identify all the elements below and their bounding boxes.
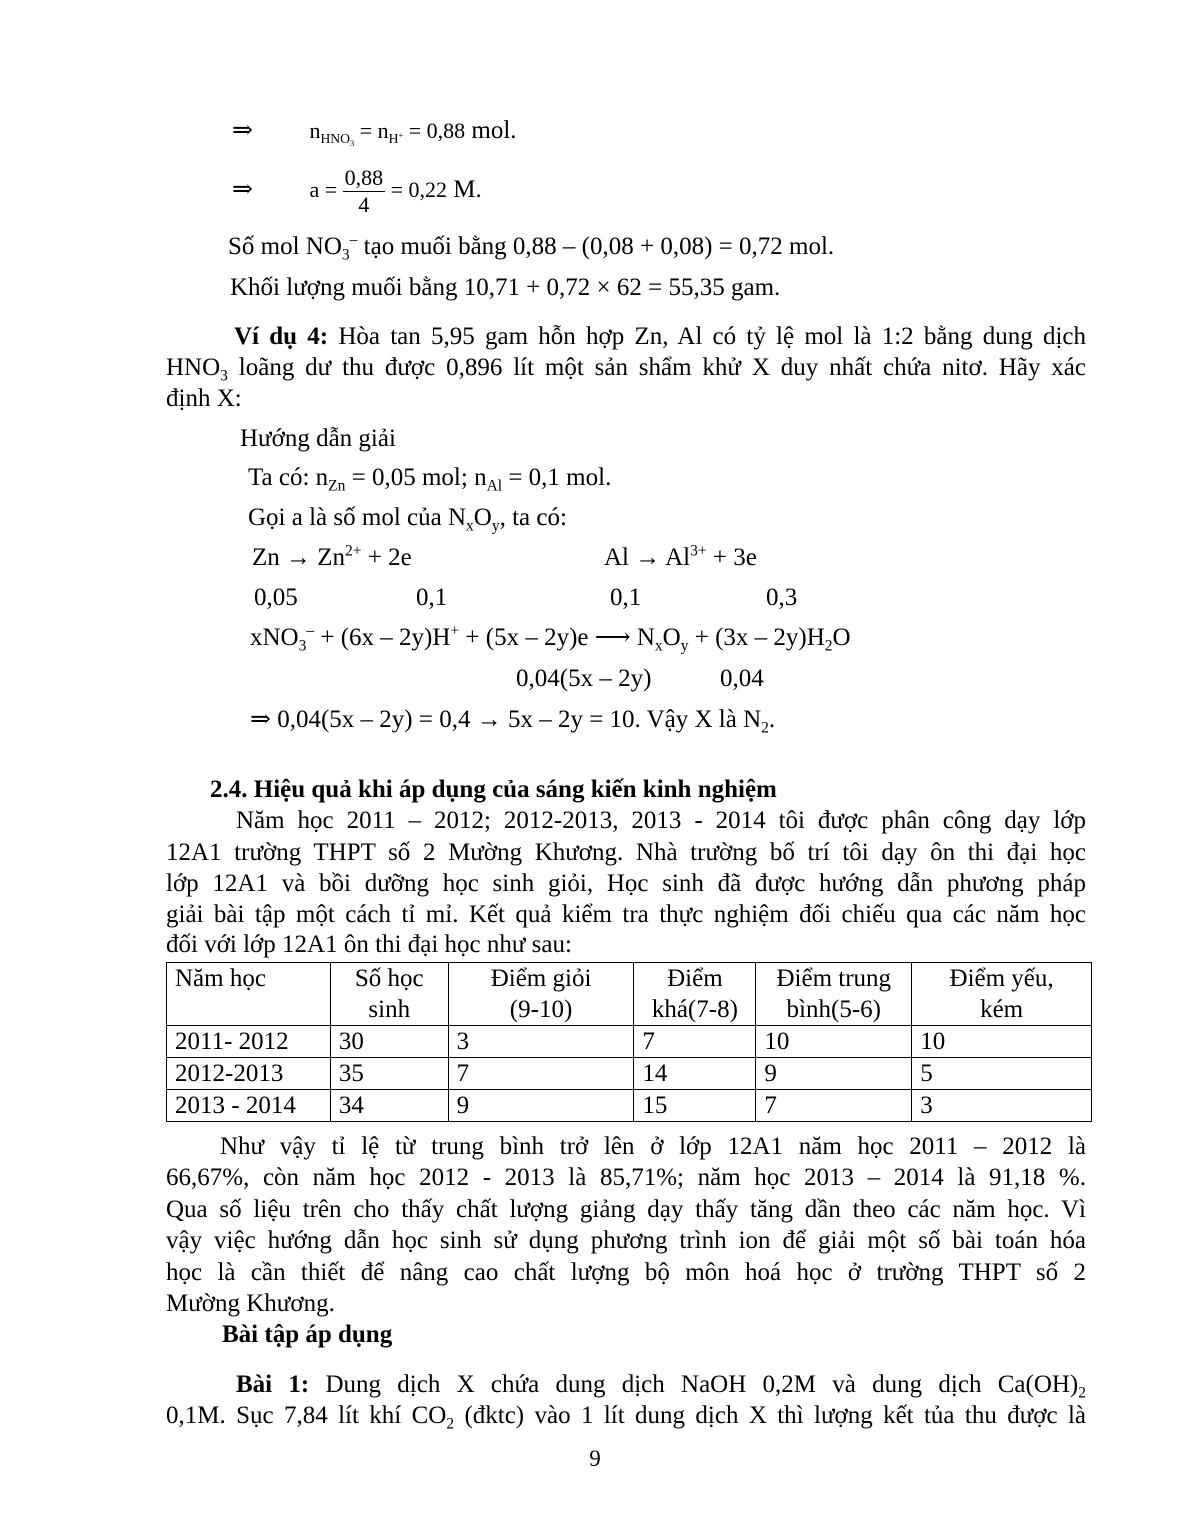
al-electrons-value: 0,3 (766, 584, 798, 611)
table-row (167, 1026, 1092, 1058)
conclusion-line: vậy việc hướng dẫn học sinh sử dụng phương trình ion để giải một số bài toán hóa (166, 1227, 1086, 1254)
formula-hno3-moles: ⇒ $n_{HNO_3} = n_{H^+} = 0,88$ mol. (232, 117, 517, 148)
table-header-cell: Điểm khá(7-8) (634, 963, 756, 1026)
table-cell: 9 (448, 1090, 634, 1122)
table-header-cell: Số học sinh (330, 963, 448, 1026)
implies-symbol: ⇒ (232, 117, 253, 144)
conclusion-line: Mường Khương. (166, 1290, 335, 1317)
exercise1-line2: 0,1M. Sục 7,84 lít khí $CO_2$ (đktc) vào 1 lít dung dịch X thì lượng kết tủa thu được là (166, 1402, 1086, 1433)
formula-concentration: ⇒ a = $\frac{0,88}{4}$ = 0,22 M. (232, 164, 482, 217)
results-table (166, 962, 1092, 1122)
table-cell: 15 (634, 1090, 756, 1122)
example4-line3: định X: (166, 385, 242, 412)
nxoy-moles-value: 0,04 (720, 665, 764, 692)
table-cell: 30 (330, 1026, 448, 1058)
given-moles-line: Ta có: $n_{Zn} = 0,05$ mol; $n_{Al} = 0,1$ mol. (248, 464, 612, 495)
conclusion-line: Như vậy tỉ lệ từ trung bình trở lên ở lớp 12A1 năm học 2011 – 2012 là (220, 1133, 1086, 1160)
section-paragraph-line: đối với lớp 12A1 ôn thi đại học như sau: (166, 931, 572, 958)
table-cell: 34 (330, 1090, 448, 1122)
table-header-cell: Điểm giỏi (9-10) (448, 963, 634, 1026)
solution-guide-heading: Hướng dẫn giải (240, 425, 396, 452)
exercises-heading: Bài tập áp dụng (222, 1321, 393, 1348)
section-paragraph-line: Năm học 2011 – 2012; 2012-2013, 2013 - 2014 tôi được phân công dạy lớp (236, 807, 1086, 834)
table-header-row (167, 963, 1092, 1026)
conclusion-line: học là cần thiết để nâng cao chất lượng bộ môn hoá học ở trường THPT số 2 (166, 1259, 1086, 1286)
table-cell: 14 (634, 1058, 756, 1090)
electron-moles-value: 0,04(5x – 2y) (516, 665, 652, 692)
table-cell: 2012-2013 (167, 1058, 331, 1090)
table-row (167, 1058, 1092, 1090)
section-paragraph-line: lớp 12A1 và bồi dưỡng học sinh giỏi, Học sinh đã được hướng dẫn phương pháp (166, 870, 1086, 897)
table-cell: 10 (912, 1026, 1092, 1058)
section-paragraph-line: 12A1 trường THPT số 2 Mường Khương. Nhà trường bố trí tôi dạy ôn thi đại học (166, 839, 1086, 866)
page-number: 9 (589, 1446, 601, 1471)
conclusion-line: Qua số liệu trên cho thấy chất lượng giảng dạy thấy tăng dần theo các năm học. Vì (166, 1196, 1086, 1223)
table-cell: 2013 - 2014 (167, 1090, 331, 1122)
example4-line2: $HNO_3$ loãng dư thu được 0,896 lít một sản shẩm khử X duy nhất chứa nitơ. Hãy xác (166, 354, 1086, 385)
al-moles-value: 0,1 (610, 584, 642, 611)
table-cell: 3 (912, 1090, 1092, 1122)
implies-symbol: ⇒ (232, 176, 253, 203)
nxoy-definition-line: Gọi a là số mol của $N_xO_y$, ta có: (248, 504, 567, 535)
salt-mass-line: Khối lượng muối bằng 10,71 + 0,72 × 62 = 55,35 gam. (230, 274, 781, 301)
al-oxidation-equation: $Al \to Al^{3+} + 3e$ (604, 542, 757, 571)
table-cell: 7 (756, 1090, 912, 1122)
table-row (167, 1090, 1092, 1122)
table-cell: 10 (756, 1026, 912, 1058)
table-cell: 2011- 2012 (167, 1026, 331, 1058)
nitrate-reduction-equation: xNO$_3$– + (6x – 2y)H+ + (5x – 2y)e ⟶ $N_xO_y + (3x - 2y)H_2O$ (250, 622, 851, 655)
exercise-label: Bài 1: (236, 1371, 310, 1398)
salt-nitrate-line: Số mol $NO_3^-$ tạo muối bằng 0,88 – (0,08 + 0,08) = 0,72 mol. (228, 231, 835, 264)
table-cell: 35 (330, 1058, 448, 1090)
table-header-cell: Điểm yếu, kém (912, 963, 1092, 1026)
table-cell: 3 (448, 1026, 634, 1058)
table-cell: 7 (448, 1058, 634, 1090)
conclusion-line: 66,67%, còn năm học 2012 - 2013 là 85,71%; năm học 2013 – 2014 là 91,18 %. (166, 1164, 1086, 1191)
zn-moles-value: 0,05 (254, 584, 298, 611)
section-heading: 2.4. Hiệu quả khi áp dụng của sáng kiến kinh nghiệm (210, 776, 777, 803)
zn-electrons-value: 0,1 (416, 584, 448, 611)
table-cell: 5 (912, 1058, 1092, 1090)
fraction: $\frac{0,88}{4}$ (344, 164, 384, 217)
zn-oxidation-equation: $Zn \to Zn^{2+} + 2e$ (252, 542, 412, 571)
table-cell: 7 (634, 1026, 756, 1058)
example4-line1: Ví dụ 4: Hòa tan 5,95 gam hỗn hợp Zn, Al có tỷ lệ mol là 1:2 bằng dung dịch (234, 323, 1086, 350)
example4-conclusion: ⇒ 0,04(5x – 2y) = 0,4 → 5x – 2y = 10. Vậy X là $N_2$. (250, 706, 776, 737)
exercise1-line1: Bài 1: Dung dịch X chứa dung dịch NaOH 0,2M và dung dịch $Ca(OH)_2$ (236, 1371, 1086, 1402)
example-label: Ví dụ 4: (234, 323, 329, 350)
table-header-cell: Năm học (167, 963, 331, 1026)
table-header-cell: Điểm trung bình(5-6) (756, 963, 912, 1026)
table-cell: 9 (756, 1058, 912, 1090)
section-paragraph-line: giải bài tập một cách tỉ mỉ. Kết quả kiểm tra thực nghiệm đối chiếu qua các năm học (166, 901, 1086, 928)
